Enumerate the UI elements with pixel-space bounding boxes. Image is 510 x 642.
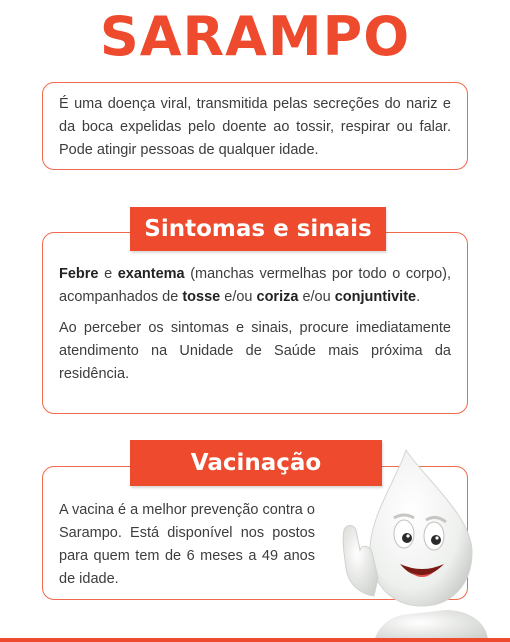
intro-text: É uma doença viral, transmitida pelas secreções do nariz e da boca expelidas pelo doente ao tossir, respirar ou falar. Pode atingir pessoas de qualquer idade. <box>59 96 451 158</box>
symptom-conjuntivite: conjuntivite <box>334 289 417 305</box>
symptom-febre: Febre <box>59 266 99 282</box>
page-title: SARAMPO <box>99 5 411 68</box>
connector-text: . <box>416 289 421 305</box>
symptom-tosse: tosse <box>182 289 221 305</box>
connector-text: (manchas vermelhas por todo o corpo), acompanhados de <box>59 266 451 305</box>
connector-text: e <box>98 266 118 282</box>
symptoms-paragraph-1 <box>59 263 451 309</box>
symptom-coriza: coriza <box>256 289 299 305</box>
symptoms-paragraph-2: Ao perceber os sintomas e sinais, procure imediatamente atendimento na Unidade de Saúde mais próxima da residência. <box>59 320 451 382</box>
vaccination-text: A vacina é a melhor prevenção contra o Sarampo. Está disponível nos postos para quem tem de 6 meses a 49 anos de idade. <box>59 502 315 587</box>
intro-box <box>42 82 468 170</box>
vaccination-heading: Vacinação <box>130 440 382 486</box>
symptom-exantema: exantema <box>117 266 185 282</box>
mascot-icon <box>318 446 508 642</box>
symptoms-heading: Sintomas e sinais <box>130 207 386 251</box>
symptoms-box <box>42 232 468 414</box>
connector-text: e/ou <box>220 289 257 305</box>
connector-text: e/ou <box>298 289 335 305</box>
bottom-accent-line <box>0 638 510 642</box>
